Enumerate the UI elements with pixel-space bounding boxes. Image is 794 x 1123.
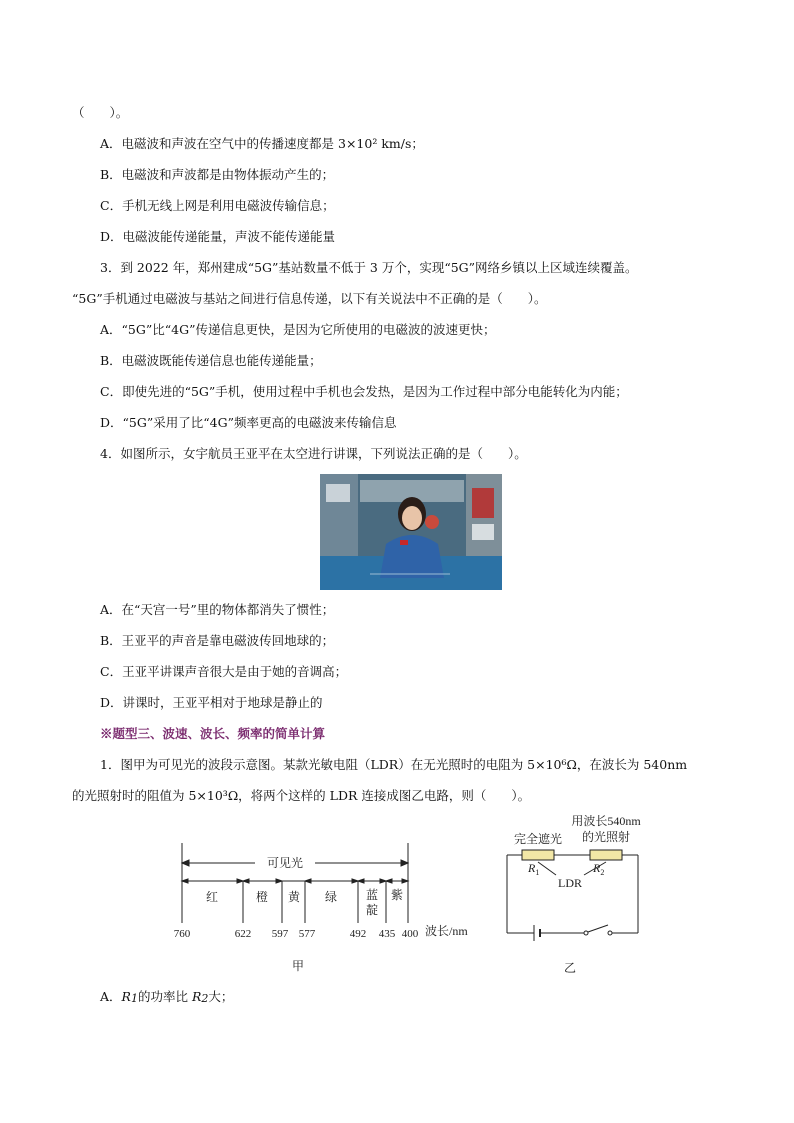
tick-label: 622	[234, 928, 252, 940]
caption-yi: 乙	[563, 961, 577, 975]
r1-subscript: 1	[130, 992, 138, 1005]
section-heading: ※题型三、波速、波长、频率的简单计算	[100, 726, 326, 741]
option-line: D．“5G”采用了比“4G”频率更高的电磁波来传输信息	[100, 415, 397, 430]
option-prefix: A．	[100, 989, 122, 1004]
r1-symbol: R	[121, 989, 131, 1004]
tick-label: 400	[401, 928, 419, 940]
text-line: （ ）。	[72, 105, 129, 120]
svg-text:R2	[592, 861, 604, 877]
option-line: A．电磁波和声波在空气中的传播速度都是 3×10² km/s；	[100, 136, 424, 151]
axis-label: 波长/nm	[425, 924, 468, 938]
question-line: 3．到 2022 年，郑州建成“5G”基站数量不低于 3 万个，实现“5G”网络乡镇以上区域连续覆盖。	[100, 260, 638, 275]
option-line: B．电磁波既能传递信息也能传递能量；	[100, 353, 322, 368]
option-line: A．在“天宫一号”里的物体都消失了惯性；	[100, 602, 335, 617]
svg-text:R1	[527, 861, 539, 877]
band-label-violet: 紫	[390, 888, 404, 902]
option-line: B．王亚平的声音是靠电磁波传回地球的；	[100, 633, 335, 648]
question-line: 的光照射时的阻值为 5×10³Ω，将两个这样的 LDR 连接成图乙电路，则（ ）。	[72, 788, 531, 803]
option-line	[100, 988, 233, 1007]
astronaut-lecture-photo	[320, 474, 502, 590]
option-line: B．电磁波和声波都是由物体振动产生的；	[100, 167, 335, 182]
band-label-indigo: 靛	[365, 903, 379, 917]
label-fully-shaded: 完全遮光	[513, 832, 563, 846]
label-light-540nm: 用波长540nm	[571, 815, 641, 828]
band-label-yellow: 黄	[287, 890, 301, 904]
tick-label: 577	[298, 928, 316, 940]
figure-spectrum-and-circuit	[160, 815, 660, 980]
tick-label: 760	[173, 928, 191, 940]
option-text: 大；	[208, 989, 234, 1004]
band-label-green: 绿	[324, 890, 338, 904]
r2-symbol: R	[191, 989, 202, 1004]
option-line: D．电磁波能传递能量，声波不能传递能量	[100, 229, 336, 244]
spectrum-title: 可见光	[266, 856, 304, 870]
circuit-diagram	[507, 850, 638, 941]
option-text: 的功率比	[137, 989, 192, 1004]
r2-subscript: 2	[201, 992, 209, 1005]
question-line: 4．如图所示，女宇航员王亚平在太空进行讲课，下列说法正确的是（ ）。	[100, 446, 527, 461]
r2-subscript: 2	[600, 868, 605, 877]
label-illuminated: 的光照射	[581, 830, 631, 844]
option-line: C．手机无线上网是利用电磁波传输信息；	[100, 198, 335, 213]
question-line: 1．图甲为可见光的波段示意图。某款光敏电阻（LDR）在无光照时的电阻为 5×10⁶Ω，在波长为 540nm	[100, 757, 688, 772]
option-line: A．“5G”比“4G”传递信息更快，是因为它所使用的电磁波的波速更快；	[100, 322, 496, 337]
band-label-orange: 橙	[255, 890, 269, 904]
band-label-blue: 蓝	[365, 888, 379, 902]
ldr-label: LDR	[558, 876, 582, 890]
option-line: D．讲课时，王亚平相对于地球是静止的	[100, 695, 323, 710]
band-label-red: 红	[205, 890, 219, 904]
option-line: C．王亚平讲课声音很大是由于她的音调高；	[100, 664, 348, 679]
r2-symbol: R	[593, 861, 601, 875]
tick-label: 597	[271, 928, 289, 940]
question-line: “5G”手机通过电磁波与基站之间进行信息传递，以下有关说法中不正确的是（ ）。	[72, 291, 547, 306]
tick-label: 435	[378, 928, 396, 940]
r1-subscript: 1	[535, 868, 540, 877]
caption-jia: 甲	[291, 959, 305, 973]
tick-label: 492	[349, 928, 367, 940]
option-line: C．即使先进的“5G”手机，使用过程中手机也会发热，是因为工作过程中部分电能转化为内能；	[100, 384, 628, 399]
r1-symbol: R	[528, 861, 536, 875]
